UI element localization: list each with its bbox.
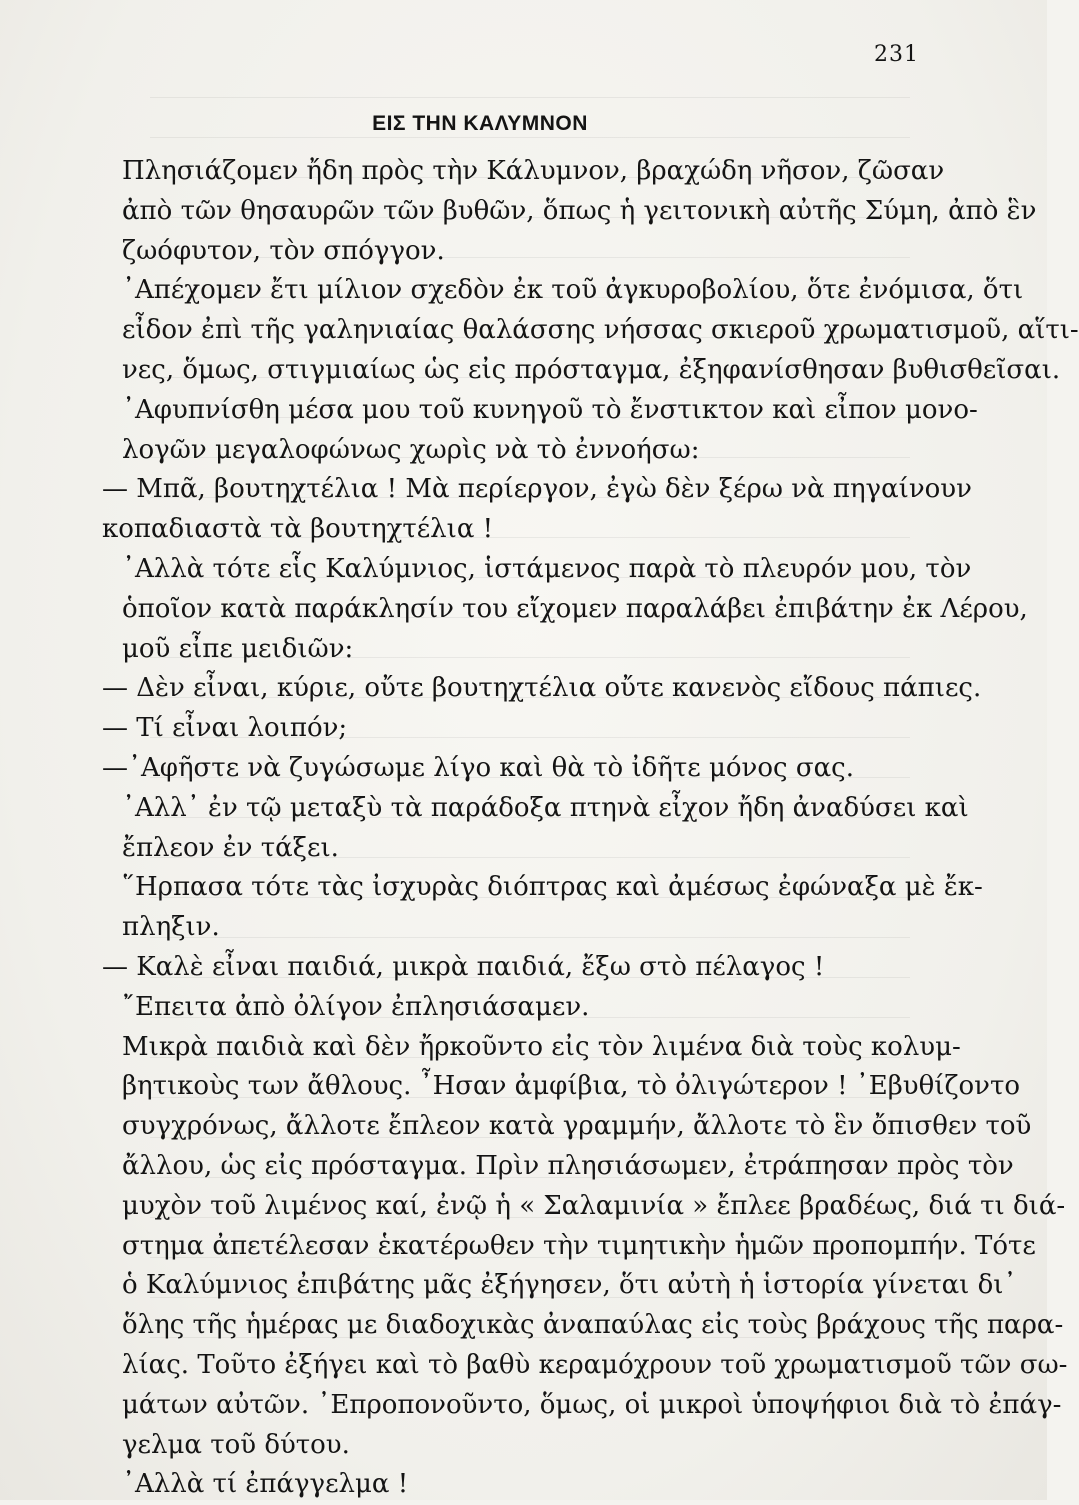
- text-line: ᾿Αλλὰ τί ἐπάγγελμα !: [122, 1469, 409, 1500]
- body-text: [88, 152, 1079, 1505]
- paragraph: [88, 868, 983, 948]
- text-line: ἀπὸ τῶν θησαυρῶν τῶν βυθῶν, ὅπως ἡ γειτονικὴ αὐτῆς Σύμη, ἀπὸ ἓν: [122, 195, 1037, 226]
- chapter-title: ΕΙΣ ΤΗΝ ΚΑΛΥΜΝΟΝ: [372, 112, 588, 135]
- text-line: ᾿Αλλ᾿ ἐν τῷ μεταξὺ τὰ παράδοξα πτηνὰ εἶχον ἤδη ἀναδύσει καὶ: [122, 792, 969, 823]
- text-line: λογῶν μεγαλοφώνως χωρὶς νὰ τὸ ἐννοήσω:: [122, 434, 700, 465]
- text-line: συγχρόνως, ἄλλοτε ἔπλεον κατὰ γραμμήν, ἄλλοτε τὸ ἓν ὄπισθεν τοῦ: [122, 1111, 1032, 1142]
- text-line: ῎Επειτα ἀπὸ ὀλίγον ἐπλησιάσαμεν.: [122, 991, 590, 1022]
- text-line: — Δὲν εἶναι, κύριε, οὔτε βουτηχτέλια οὔτε κανενὸς εἴδους πάπιες.: [102, 673, 982, 704]
- text-line: ᾿Αλλὰ τότε εἷς Καλύμνιος, ἱστάμενος παρὰ τὸ πλευρόν μου, τὸν: [122, 553, 972, 584]
- text-line: — Καλὲ εἶναι παιδιά, μικρὰ παιδιά, ἔξω στὸ πέλαγος !: [102, 951, 825, 982]
- text-line: ὁ Καλύμνιος ἐπιβάτης μᾶς ἐξήγησεν, ὅτι αὐτὴ ἡ ἱστορία γίνεται δι᾿: [122, 1270, 1017, 1301]
- text-line: ἔπλεον ἐν τάξει.: [122, 832, 339, 863]
- paragraph: [88, 1028, 1068, 1466]
- text-line: — Μπᾶ, βουτηχτέλια ! Μὰ περίεργον, ἐγὼ δὲν ξέρω νὰ πηγαίνουν: [102, 474, 972, 505]
- text-line: — Τί εἶναι λοιπόν;: [102, 713, 348, 744]
- paragraph: [88, 550, 1028, 669]
- text-line: γελμα τοῦ δύτου.: [122, 1429, 350, 1460]
- text-line: ὅλης τῆς ἡμέρας με διαδοχικὰς ἀναπαύλας εἰς τοὺς βράχους τῆς παρα-: [122, 1310, 1064, 1341]
- text-line: βητικοὺς των ἄθλους. ῏Ησαν ἀμφίβια, τὸ ὀλιγώτερον ! ᾿Εβυθίζοντο: [122, 1071, 1021, 1102]
- text-line: ὁποῖον κατὰ παράκλησίν του εἴχομεν παραλάβει ἐπιβάτην ἐκ Λέρου,: [122, 593, 1028, 624]
- text-line: ῞Ηρπασα τότε τὰς ἰσχυρὰς διόπτρας καὶ ἀμέσως ἐφώναξα μὲ ἔκ-: [122, 872, 983, 903]
- paragraph: [88, 749, 898, 789]
- paragraph: [88, 152, 1037, 271]
- paragraph: [88, 709, 898, 749]
- text-line: μυχὸν τοῦ λιμένος καί, ἐνῷ ἡ « Σαλαμινία » ἔπλεε βραδέως, διά τι διά-: [122, 1190, 1066, 1221]
- text-line: στημα ἀπετέλεσαν ἑκατέρωθεν τὴν τιμητικὴν ἡμῶν προπομπήν. Τότε: [122, 1230, 1036, 1261]
- paragraph: [88, 271, 1079, 390]
- paragraph: [88, 988, 898, 1028]
- paragraph: [88, 470, 972, 550]
- text-line: εἶδον ἐπὶ τῆς γαληνιαίας θαλάσσης νήσσας σκιεροῦ χρωματισμοῦ, αἵτι-: [122, 315, 1079, 346]
- text-line: νες, ὅμως, στιγμιαίως ὡς εἰς πρόσταγμα, ἐξηφανίσθησαν βυθισθεῖσαι.: [122, 354, 1061, 385]
- paragraph: [88, 789, 969, 869]
- paragraph: [88, 1465, 898, 1505]
- paragraph: [88, 948, 898, 988]
- text-line: ᾿Απέχομεν ἔτι μίλιον σχεδὸν ἐκ τοῦ ἀγκυροβολίου, ὅτε ἐνόμισα, ὅτι: [122, 275, 1024, 306]
- text-line: Πλησιάζομεν ἤδη πρὸς τὴν Κάλυμνον, βραχώδη νῆσον, ζῶσαν: [122, 156, 945, 186]
- page-number: 231: [874, 42, 919, 67]
- text-line: λίας. Τοῦτο ἐξήγει καὶ τὸ βαθὺ κεραμόχρουν τοῦ χρωματισμοῦ τῶν σω-: [122, 1349, 1068, 1380]
- paragraph: [88, 391, 978, 471]
- text-line: μάτων αὐτῶν. ᾿Επροπονοῦντο, ὅμως, οἱ μικροὶ ὑποψήφιοι διὰ τὸ ἐπάγ-: [122, 1389, 1062, 1420]
- text-line: μοῦ εἶπε μειδιῶν:: [122, 633, 354, 664]
- text-line: Μικρὰ παιδιὰ καὶ δὲν ἤρκοῦντο εἰς τὸν λιμένα διὰ τοὺς κολυμ-: [122, 1031, 961, 1062]
- text-line: ᾿Αφυπνίσθη μέσα μου τοῦ κυνηγοῦ τὸ ἔνστικτον καὶ εἶπον μονο-: [122, 394, 978, 425]
- paragraph: [88, 669, 982, 709]
- text-line: πληξιν.: [122, 912, 220, 943]
- text-line: ἄλλου, ὡς εἰς πρόσταγμα. Πρὶν πλησιάσωμεν, ἐτράπησαν πρὸς τὸν: [122, 1150, 1014, 1181]
- text-line: —᾿Αφῆστε νὰ ζυγώσωμε λίγο καὶ θὰ τὸ ἰδῆτε μόνος σας.: [102, 752, 854, 783]
- text-line: ζωόφυτον, τὸν σπόγγον.: [122, 235, 445, 266]
- text-line: κοπαδιαστὰ τὰ βουτηχτέλια !: [102, 514, 494, 545]
